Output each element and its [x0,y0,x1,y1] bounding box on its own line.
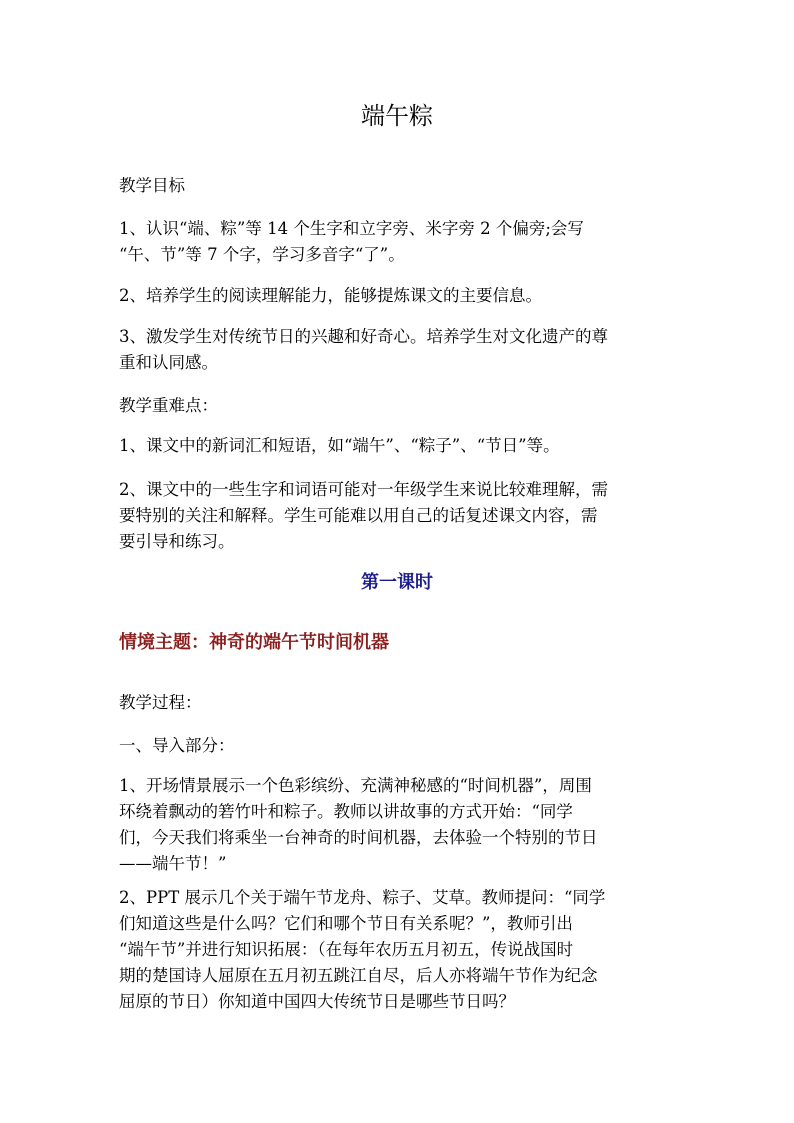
text-line: 屈原的节日）你知道中国四大传统节日是哪些节日吗？ [119,992,515,1011]
text-line: “端午节”并进行知识拓展：（在每年农历五月初五，传说战国时 [119,940,574,959]
objective-item-2 [119,283,679,309]
objective-item-1 [119,216,679,268]
text-line: 期的楚国诗人屈原在五月初五跳江自尽，后人亦将端午节作为纪念 [119,966,598,985]
text-line: 要特别的关注和解释。学生可能难以用自己的话复述课文内容，需 [119,506,598,525]
lesson-heading: 第一课时 [361,572,433,593]
document-title: 端午粽 [361,102,433,130]
text-line: ——端午节！” [119,854,227,873]
text-line: 1、课文中的新词汇和短语，如“端午”、“粽子”、“节日”等。 [119,436,560,455]
text-line: 1、认识“端、粽”等 14 个生字和立字旁、米字旁 2 个偏旁;会写 [119,219,584,238]
objective-item-3 [119,324,679,376]
text-line: “午、节”等 7 个字，学习多音字“了”。 [119,245,405,264]
text-line: 2、培养学生的阅读理解能力，能够提炼课文的主要信息。 [119,286,542,305]
text-line: 2、PPT 展示几个关于端午节龙舟、粽子、艾草。教师提问：“同学 [119,888,606,907]
text-line: 们，今天我们将乘坐一台神奇的时间机器，去体验一个特别的节日 [119,828,598,847]
text-line: 2、课文中的一些生字和词语可能对一年级学生来说比较难理解，需 [119,480,608,499]
key-point-item-2 [119,477,679,555]
step-2 [119,885,679,1015]
text-line: 们知道这些是什么吗？它们和哪个节日有关系呢？”，教师引出 [119,914,573,933]
text-line: 3、激发学生对传统节日的兴趣和好奇心。培养学生对文化遗产的尊 [119,327,608,346]
step-1 [119,773,679,877]
key-point-item-1 [119,433,679,459]
theme-heading: 情境主题：神奇的端午节时间机器 [119,632,389,653]
text-line: 重和认同感。 [119,353,218,372]
part1-label: 一、导入部分： [119,736,235,755]
text-line: 要引导和练习。 [119,532,235,551]
text-line: 1、开场情景展示一个色彩缤纷、充满神秘感的“时间机器”，周围 [119,776,592,795]
process-label: 教学过程： [119,693,202,712]
text-line: 环绕着飘动的箬竹叶和粽子。教师以讲故事的方式开始：“同学 [119,802,573,821]
key-points-label: 教学重难点： [119,396,218,415]
objectives-label: 教学目标 [119,176,185,195]
